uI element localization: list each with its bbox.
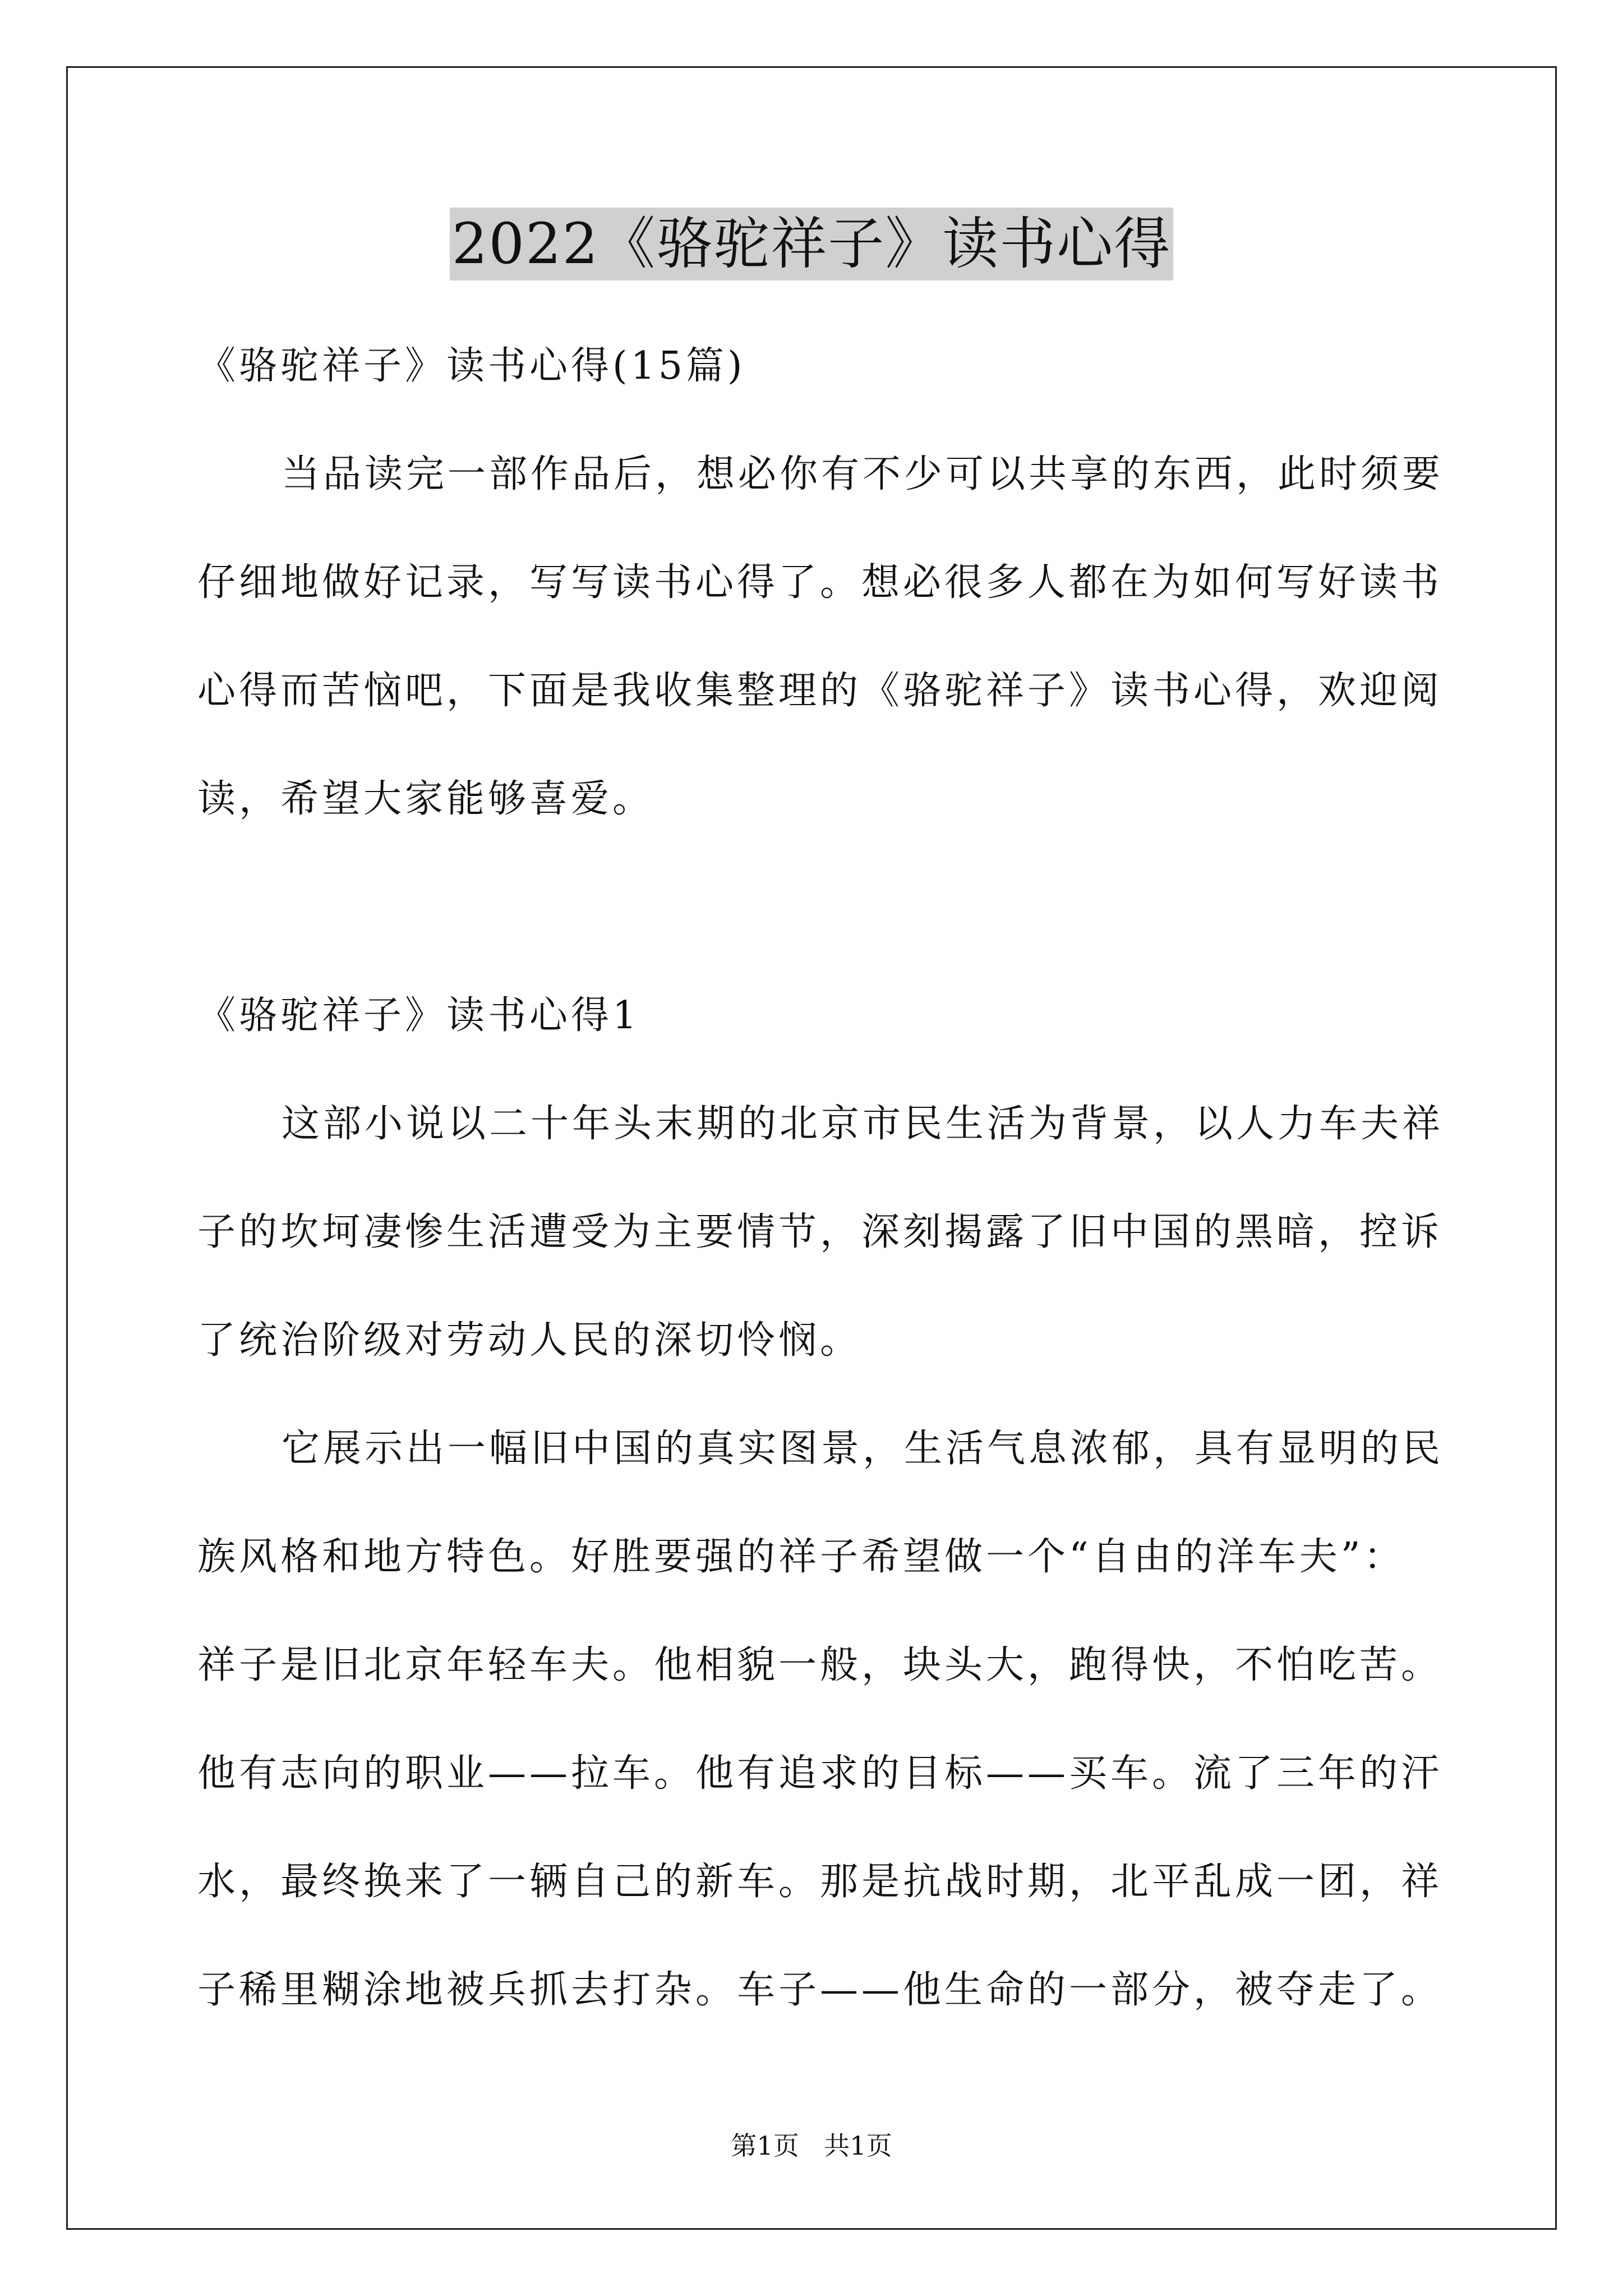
title-container — [0, 208, 1623, 280]
paragraph-line: 祥子是旧北京年轻车夫。他相貌一般，块头大，跑得快，不怕吃苦。 — [197, 1643, 1443, 1687]
document-title: 2022《骆驼祥子》读书心得 — [450, 208, 1174, 280]
paragraph-line: 子稀里糊涂地被兵抓去打杂。车子——他生命的一部分，被夺走了。 — [197, 1968, 1443, 2012]
intro-line: 读，希望大家能够喜爱。 — [197, 777, 654, 821]
intro-line: 当品读完一部作品后，想必你有不少可以共享的东西，此时须要 — [282, 452, 1444, 496]
paragraph-line: 他有志向的职业——拉车。他有追求的目标——买车。流了三年的汗 — [197, 1751, 1443, 1796]
section-heading: 《骆驼祥子》读书心得1 — [197, 993, 640, 1038]
paragraph-line: 了统治阶级对劳动人民的深切怜悯。 — [197, 1318, 862, 1363]
paragraph-line: 这部小说以二十年头末期的北京市民生活为背景，以人力车夫祥 — [282, 1102, 1444, 1146]
subtitle: 《骆驼祥子》读书心得(15篇) — [197, 344, 746, 388]
spacer — [197, 853, 1454, 961]
paragraph-line: 它展示出一幅旧中国的真实图景，生活气息浓郁，具有显明的民 — [282, 1427, 1444, 1471]
paragraph-line: 族风格和地方特色。好胜要强的祥子希望做一个“自由的洋车夫”： — [197, 1535, 1405, 1579]
page-footer: 第1页 共1页 — [731, 2131, 892, 2161]
intro-line: 心得而苦恼吧，下面是我收集整理的《骆驼祥子》读书心得，欢迎阅 — [197, 669, 1443, 713]
paragraph-line: 水，最终换来了一辆自己的新车。那是抗战时期，北平乱成一团，祥 — [197, 1860, 1443, 1904]
intro-line: 仔细地做好记录，写写读书心得了。想必很多人都在为如何写好读书 — [197, 560, 1443, 605]
document-body — [197, 312, 1454, 2044]
paragraph-line: 子的坎坷凄惨生活遭受为主要情节，深刻揭露了旧中国的黑暗，控诉 — [197, 1210, 1443, 1254]
